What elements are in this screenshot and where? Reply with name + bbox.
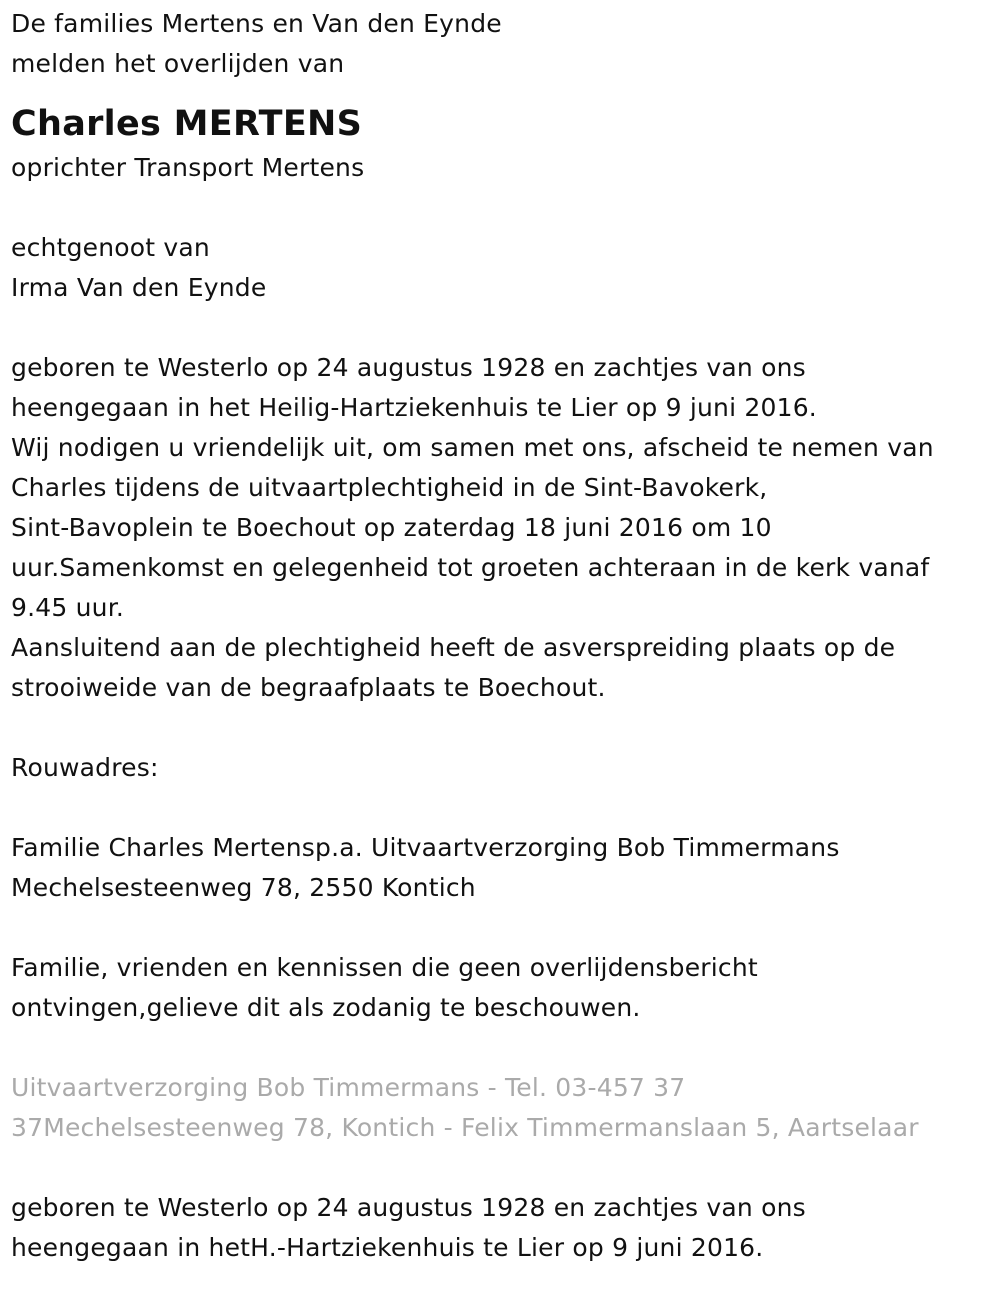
announcement-line: 9.45 uur.: [11, 593, 125, 622]
notice-line-2: ontvingen,gelieve dit als zodanig te beschouwen.: [11, 993, 641, 1022]
funeral-home-line-1: Uitvaartverzorging Bob Timmermans - Tel. 03-457 37: [11, 1073, 686, 1102]
footer-line-1: geboren te Westerlo op 24 augustus 1928 en zachtjes van ons: [11, 1193, 806, 1222]
announcement-line: Aansluitend aan de plechtigheid heeft de asverspreiding plaats op de: [11, 633, 896, 662]
announcement-line: heengegaan in het Heilig-Hartziekenhuis te Lier op 9 juni 2016.: [11, 393, 817, 422]
spacer: [11, 708, 986, 748]
spacer: [11, 788, 986, 828]
spacer: [11, 308, 986, 348]
announcement-line: Charles tijdens de uitvaartplechtigheid in de Sint-Bavokerk,: [11, 473, 768, 502]
mourning-address-line-1: Familie Charles Mertensp.a. Uitvaartverzorging Bob Timmermans: [11, 833, 840, 862]
announcement-line: uur.Samenkomst en gelegenheid tot groeten achteraan in de kerk vanaf: [11, 553, 930, 582]
spouse-name: Irma Van den Eynde: [11, 273, 267, 302]
funeral-home-line-2: 37Mechelsesteenweg 78, Kontich - Felix Timmermanslaan 5, Aartselaar: [11, 1113, 919, 1142]
announcement-line: strooiweide van de begraafplaats te Boechout.: [11, 673, 606, 702]
announcement-line: geboren te Westerlo op 24 augustus 1928 en zachtjes van ons: [11, 353, 806, 382]
spouse-label: echtgenoot van: [11, 233, 210, 262]
spacer: [11, 1028, 986, 1068]
spacer: [11, 908, 986, 948]
intro-line-1: De families Mertens en Van den Eynde: [11, 9, 502, 38]
announcement-line: Sint-Bavoplein te Boechout op zaterdag 18 juni 2016 om 10: [11, 513, 772, 542]
notice-line-1: Familie, vrienden en kennissen die geen overlijdensbericht: [11, 953, 758, 982]
announcement-line: Wij nodigen u vriendelijk uit, om samen met ons, afscheid te nemen van: [11, 433, 934, 462]
deceased-title: oprichter Transport Mertens: [11, 153, 365, 182]
spacer: [11, 188, 986, 228]
footer-line-2: heengegaan in hetH.-Hartziekenhuis te Lier op 9 juni 2016.: [11, 1233, 764, 1262]
intro-line-2: melden het overlijden van: [11, 49, 345, 78]
mourning-address-line-2: Mechelsesteenweg 78, 2550 Kontich: [11, 873, 476, 902]
mourning-address-label: Rouwadres:: [11, 753, 159, 782]
spacer: [11, 1148, 986, 1188]
deceased-name: Charles MERTENS: [11, 104, 363, 144]
announcement-paragraph: [11, 348, 986, 708]
